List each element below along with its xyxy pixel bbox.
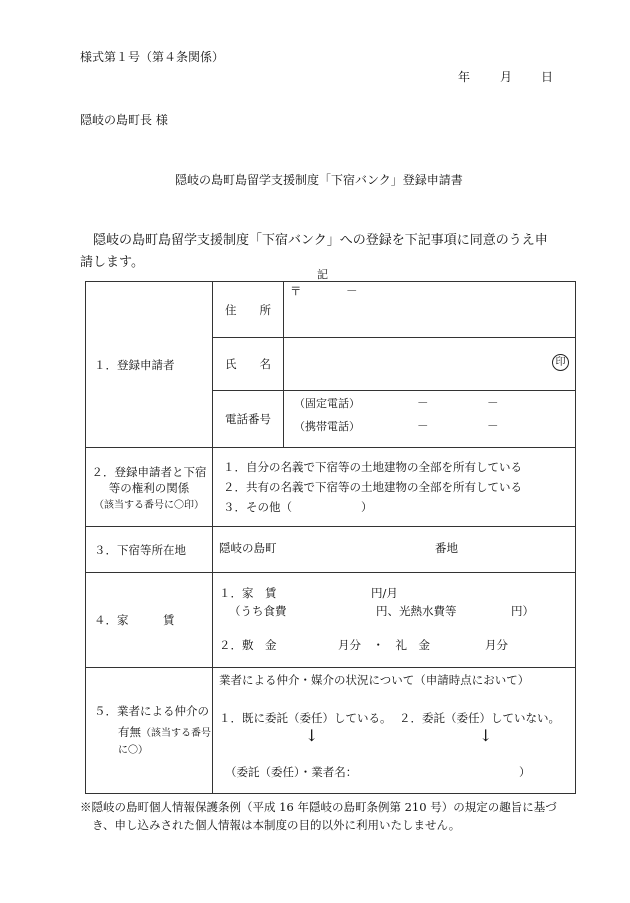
postal-dash: － [346,284,358,298]
footnote [80,798,570,834]
address-field[interactable] [284,282,576,338]
agency-label-note: （該当する番号 [141,727,211,739]
rights-options [213,448,576,527]
location-banchi: 番地 [435,541,458,555]
lead-text: 隠岐の島町島留学支援制度「下宿バンク」への登録を下記事項に同意のうえ申請します。 [80,233,548,270]
down-arrow-icon: ↓ [305,726,319,745]
location-town: 隠岐の島町 [219,541,277,555]
location-label: ３．下宿等所在地 [86,527,213,573]
rights-label-cell [86,448,213,527]
applicant-label: １．登録申請者 [86,282,213,448]
down-arrow-icon: ↓ [479,726,493,745]
mobile-phone-dash-2: － [487,419,499,433]
rent-unit: 円/月 [371,586,398,600]
agency-label-cell [86,668,213,794]
agent-name-label: （委託（委任）・業者名： [225,765,358,779]
phone-label: 電話番号 [213,391,284,448]
rent-label: ４．家 賃 [86,573,213,668]
rent-breakdown-food: （うち食費 [229,604,287,618]
fixed-phone-dash-1: － [417,396,429,410]
postal-mark: 〒 [290,284,302,298]
rent-breakdown-end: 円） [511,604,534,618]
rent-field[interactable] [213,573,576,668]
rent-breakdown-yen: 円、光熱水費等 [376,604,457,618]
rights-option-1[interactable]: １．自分の名義で下宿等の土地建物の全部を所有している [223,459,522,474]
rights-label-note: （該当する番号に〇印） [94,499,204,511]
agency-label-line1: ５．業者による仲介の [94,704,209,719]
agency-option-1[interactable]: １．既に委託（委任）している。 [219,711,392,725]
footnote-line2: き、申し込みされた個人情報は本制度の目的以外に利用いたしません。 [92,818,461,832]
location-field[interactable] [213,527,576,573]
key-money-unit: 月分 [485,638,508,652]
rights-option-3[interactable]: ３．その他（ ） [223,500,373,515]
agent-name-close: ） [519,765,531,779]
agency-label-line2: 有無 [118,724,141,739]
agency-option-2[interactable]: ２．委託（委任）していない。 [399,711,560,725]
deposit-line: ２．敷 金 [219,638,277,652]
rights-option-2[interactable]: ２．共有の名義で下宿等の土地建物の全部を所有している [223,479,522,494]
deposit-unit: 月分 ・ 礼 金 [338,638,430,652]
rent-line: １．家 賃 [219,586,277,600]
agency-field[interactable] [213,668,576,794]
agency-status-heading: 業者による仲介・媒介の状況について（申請時点において） [219,673,530,687]
mobile-phone-label: （携帯電話） [294,420,360,433]
page-title: 隠岐の島町島留学支援制度「下宿バンク」登録申請書 [175,173,463,187]
form-number: 様式第１号（第４条関係） [80,50,225,64]
fixed-phone-dash-2: － [487,396,499,410]
date-day: 日 [541,70,554,84]
date-year: 年 [458,70,471,84]
seal-mark: 印 [552,354,569,371]
agency-label-note2: に〇） [118,745,148,757]
application-table [85,281,576,794]
rights-label-line2: 等の権利の関係 [108,480,190,495]
addressee: 隠岐の島町長 様 [80,113,168,127]
mobile-phone-dash-1: － [417,419,429,433]
fixed-phone-label: （固定電話） [294,397,360,410]
ki-label: 記 [317,268,328,281]
phone-field[interactable] [284,391,576,448]
name-field[interactable] [284,338,576,391]
name-label: 氏 名 [213,338,284,391]
rights-label-line1: ２．登録申請者と下宿 [91,464,207,479]
footnote-line1: ※隠岐の島町個人情報保護条例（平成 16 年隠岐の島町条例第 210 号）の規定の趣旨に基づ [80,800,557,814]
date-month: 月 [500,70,513,84]
address-label: 住 所 [213,282,284,338]
